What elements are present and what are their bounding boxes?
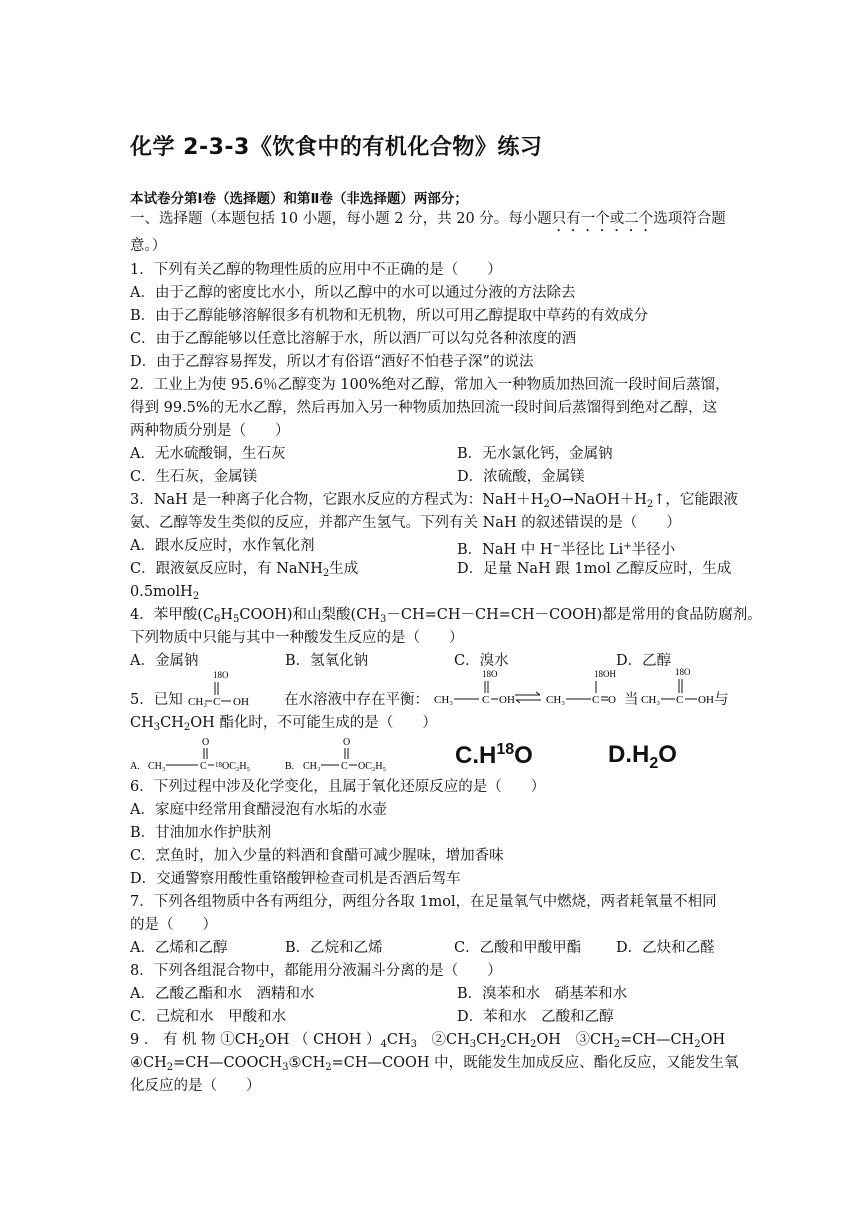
svg-text:CH₃: CH₃ bbox=[303, 761, 321, 772]
q7-stem-line2: 的是（ ） bbox=[130, 917, 217, 933]
q4-option-b: B．氢氧化钠 bbox=[285, 653, 369, 669]
q8-stem: 8．下列各组混合物中，都能用分液漏斗分离的是（ ） bbox=[130, 963, 502, 979]
q5-d-label: D.H bbox=[608, 741, 650, 768]
q9-text-i: OH bbox=[700, 1032, 726, 1048]
sub-2: 2 bbox=[322, 568, 330, 579]
svg-text:OH: OH bbox=[499, 694, 515, 706]
section-text-b: 选项符合题 bbox=[653, 211, 726, 227]
svg-text:C: C bbox=[676, 694, 684, 706]
q3-c-text-a: C．跟液氨反应时，有 NaNH bbox=[130, 561, 323, 577]
q4-text-d: －CH=CH－CH=CH－COOH)都是常用的食品防腐剂。 bbox=[386, 607, 762, 623]
section-text-a: 一、选择题（本题包括 10 小题，每小题 2 分，共 20 分。每小题 bbox=[130, 211, 552, 227]
q1-option-b: B．由于乙醇能够溶解很多有机物和无机物，所以可用乙醇提取中草药的有效成分 bbox=[130, 308, 649, 324]
q8-option-b: B．溴苯和水 硝基苯和水 bbox=[457, 986, 628, 1002]
q7-option-c: C．乙酸和甲酸甲酯 bbox=[454, 940, 582, 956]
page-title: 化学 2-3-3《饮食中的有机化合物》练习 bbox=[130, 135, 543, 160]
q5-text-c: OH 酯化时，不可能生成的是（ ） bbox=[190, 715, 437, 731]
sub-3: 3 bbox=[469, 1039, 477, 1050]
q3-text-c: ↑，它能跟液 bbox=[653, 492, 738, 508]
q2-stem-line2: 得到 99.5%的无水乙醇，然后再加入另一种物质加热回流一段时间后蒸馏得到绝对乙醇，这 bbox=[130, 400, 718, 416]
q2-stem-line1: 2．工业上为使 95.6％乙醇变为 100%绝对乙醇，常加入一种物质加热回流一段时间后蒸馏， bbox=[130, 377, 730, 393]
sub-3: 3 bbox=[282, 1062, 289, 1073]
svg-text:C: C bbox=[341, 761, 348, 772]
q4-stem-line2: 下列物质中只能与其中一种酸发生反应的是（ ） bbox=[130, 630, 464, 646]
section-text-emphasis: 只有一个或二个 bbox=[551, 211, 654, 227]
q5-acetic-acid-18o-formula-2 bbox=[641, 663, 723, 713]
svg-text:OC₂H₅: OC₂H₅ bbox=[222, 761, 250, 772]
sub-3: 3 bbox=[379, 614, 387, 625]
svg-text:B.: B. bbox=[285, 761, 295, 772]
q5-stem-a: 5．已知 bbox=[130, 692, 183, 708]
sub-3: 3 bbox=[410, 1039, 418, 1050]
equilibrium-arrow-icon bbox=[514, 690, 542, 709]
q5-c-label: C.H bbox=[455, 742, 497, 769]
q2-option-b: B．无水氯化钙，金属钠 bbox=[457, 446, 613, 462]
q6-stem: 6．下列过程中涉及化学变化，且属于氧化还原反应的是（ ） bbox=[130, 779, 546, 795]
q4-option-d: D．乙醇 bbox=[616, 653, 672, 669]
q4-text-a: 4．苯甲酸(C bbox=[130, 607, 214, 623]
q3-option-d: D．足量 NaH 跟 1mol 乙醇反应时，生成 bbox=[457, 561, 732, 577]
q4-text-b: H bbox=[220, 607, 234, 623]
q9-text-l2b: =CH—COOCH bbox=[173, 1055, 283, 1071]
svg-text:C: C bbox=[213, 696, 221, 708]
q5-c-iso: 18 bbox=[496, 741, 515, 758]
section-instructions-cont: 意。） bbox=[130, 238, 167, 254]
q9-text-g: OH ③CH bbox=[536, 1032, 614, 1048]
q5-d-sub: 2 bbox=[649, 755, 659, 772]
q6-option-b: B．甘油加水作护肤剂 bbox=[130, 825, 272, 841]
q3-b-text-b: 半径比 Li bbox=[560, 542, 624, 558]
svg-text:CH₃: CH₃ bbox=[641, 694, 661, 706]
q1-option-c: C．由于乙醇能够以任意比溶解于水，所以酒厂可以勾兑各种浓度的酒 bbox=[130, 331, 577, 347]
svg-text:CH₃: CH₃ bbox=[546, 694, 566, 706]
q9-text-l2d: =CH—COOH 中，既能发生加成反应、酯化反应，又能发生氧 bbox=[331, 1055, 739, 1071]
sub-2: 2 bbox=[499, 1039, 507, 1050]
q7-option-d: D．乙炔和乙醛 bbox=[616, 940, 715, 956]
sub-2: 2 bbox=[694, 1039, 701, 1050]
q5-option-a bbox=[130, 735, 250, 779]
q8-option-c: C．己烷和水 甲酸和水 bbox=[130, 1009, 287, 1025]
q5-stem-b: 在水溶液中存在平衡： bbox=[284, 692, 429, 708]
sub-6: 6 bbox=[213, 614, 221, 625]
svg-text:C: C bbox=[482, 694, 490, 706]
q7-stem-line1: 7．下列各组物质中各有两组分，两组分各取 1mol，在足量氧气中燃烧，两者耗氧量不相同 bbox=[130, 894, 717, 910]
q5-ch3: CH bbox=[130, 715, 154, 731]
q4-option-a: A．金属钠 bbox=[130, 653, 199, 669]
q9-text-c: CH bbox=[386, 1032, 411, 1048]
svg-text:18OH: 18OH bbox=[594, 669, 616, 679]
svg-text:OH: OH bbox=[233, 696, 249, 708]
q9-text-f: CH bbox=[506, 1032, 531, 1048]
section-instructions bbox=[130, 208, 726, 235]
q5-acetic-acid-18o-formula bbox=[188, 667, 284, 715]
q3-b-text-c: 半径小 bbox=[631, 542, 676, 558]
q9-text-l2a: ④CH bbox=[130, 1055, 167, 1071]
svg-text:C: C bbox=[592, 694, 600, 706]
q5-c-o: O bbox=[514, 742, 533, 769]
svg-text:CH₃: CH₃ bbox=[148, 761, 166, 772]
svg-text:A.: A. bbox=[130, 761, 140, 772]
q6-option-a: A．家庭中经常用食醋浸泡有水垢的水壶 bbox=[130, 802, 387, 818]
svg-text:O: O bbox=[202, 737, 210, 748]
q9-text-a: 9 ． 有 机 物 ①CH bbox=[130, 1032, 259, 1048]
q2-option-d: D．浓硫酸，金属镁 bbox=[457, 469, 585, 485]
q6-option-d: D．交通警察用酸性重铬酸钾检查司机是否酒后驾车 bbox=[130, 871, 461, 887]
q8-option-a: A．乙酸乙酯和水 酒精和水 bbox=[130, 986, 315, 1002]
q9-stem-line3: 化反应的是（ ） bbox=[130, 1078, 261, 1094]
svg-text:OC₂H₅: OC₂H₅ bbox=[358, 761, 387, 772]
sup-minus: − bbox=[552, 541, 561, 552]
q3-d-text: 0.5molH bbox=[130, 584, 193, 600]
q9-text-e: CH bbox=[476, 1032, 500, 1048]
svg-text:O: O bbox=[343, 737, 351, 748]
q9-text-l2c: ⑤CH bbox=[288, 1055, 326, 1071]
q7-option-b: B．乙烷和乙烯 bbox=[285, 940, 383, 956]
q5-stem-c: 当 bbox=[624, 692, 639, 708]
exam-intro: 本试卷分第Ⅰ卷（选择题）和第Ⅱ卷（非选择题）两部分； bbox=[130, 191, 468, 207]
q3-text-a: 3．NaH 是一种离子化合物，它跟水反应的方程式为：NaH＋H bbox=[130, 492, 544, 508]
svg-text:18O: 18O bbox=[675, 667, 691, 677]
q3-c-text-b: 生成 bbox=[329, 561, 359, 577]
sub-2: 2 bbox=[325, 1062, 332, 1073]
q5-option-d bbox=[608, 741, 677, 773]
sub-2: 2 bbox=[646, 499, 654, 510]
sub-2: 2 bbox=[613, 1039, 621, 1050]
svg-text:CH₃: CH₃ bbox=[434, 694, 454, 706]
q7-option-a: A．乙烯和乙醇 bbox=[130, 940, 228, 956]
q3-text-b: O→NaOH＋H bbox=[549, 492, 647, 508]
q5-d-o: O bbox=[658, 741, 677, 768]
svg-text:18O: 18O bbox=[213, 670, 229, 680]
svg-text:O: O bbox=[608, 694, 616, 706]
q1-option-a: A．由于乙醇的密度比水小，所以乙醇中的水可以通过分液的方法除去 bbox=[130, 285, 576, 301]
sub-2: 2 bbox=[258, 1039, 265, 1050]
q4-option-c: C．溴水 bbox=[454, 653, 509, 669]
q8-option-d: D．苯和水 乙酸和乙醇 bbox=[457, 1009, 614, 1025]
q5-option-b bbox=[285, 735, 395, 779]
sub-2: 2 bbox=[166, 1062, 174, 1073]
q1-option-d: D．由于乙醇容易挥发，所以才有俗语“酒好不怕巷子深”的说法 bbox=[130, 354, 534, 370]
sub-2: 2 bbox=[530, 1039, 537, 1050]
svg-text:C: C bbox=[200, 761, 207, 772]
q5-ch2: CH bbox=[160, 715, 184, 731]
q5-stem-d: 与 bbox=[714, 692, 729, 708]
svg-text:18: 18 bbox=[215, 761, 222, 769]
q3-option-a: A．跟水反应时，水作氧化剂 bbox=[130, 538, 315, 554]
sub-3: 3 bbox=[153, 722, 161, 733]
q9-text-b: OH （ CHOH ） bbox=[264, 1032, 381, 1048]
q3-b-text-a: B．NaH 中 H bbox=[457, 542, 553, 558]
sub-5: 5 bbox=[233, 614, 240, 625]
q5-equilibrium-right bbox=[546, 665, 616, 713]
q4-text-c: COOH)和山梨酸(CH bbox=[239, 607, 380, 623]
q6-option-c: C．烹鱼时，加入少量的料酒和食醋可减少腥味，增加香味 bbox=[130, 848, 504, 864]
sub-4: 4 bbox=[380, 1039, 387, 1050]
q5-equilibrium-left bbox=[434, 665, 518, 713]
svg-text:CH₃: CH₃ bbox=[188, 696, 208, 708]
sup-plus: + bbox=[623, 541, 632, 552]
q2-option-a: A．无水硫酸铜，生石灰 bbox=[130, 446, 286, 462]
svg-text:OH: OH bbox=[698, 694, 714, 706]
sub-2: 2 bbox=[183, 722, 191, 733]
sub-2: 2 bbox=[192, 591, 200, 602]
q2-option-c: C．生石灰，金属镁 bbox=[130, 469, 258, 485]
q9-text-h: =CH—CH bbox=[620, 1032, 695, 1048]
svg-text:18O: 18O bbox=[482, 669, 498, 679]
q5-option-c bbox=[455, 741, 533, 770]
q2-stem-line3: 两种物质分别是（ ） bbox=[130, 423, 290, 439]
sub-2: 2 bbox=[543, 499, 550, 510]
q3-stem-line2: 氨、乙醇等发生类似的反应，并都产生氢气。下列有关 NaH 的叙述错误的是（ ） bbox=[130, 515, 681, 531]
q9-text-d: ②CH bbox=[417, 1032, 470, 1048]
q1-stem: 1．下列有关乙醇的物理性质的应用中不正确的是（ ） bbox=[130, 262, 502, 278]
